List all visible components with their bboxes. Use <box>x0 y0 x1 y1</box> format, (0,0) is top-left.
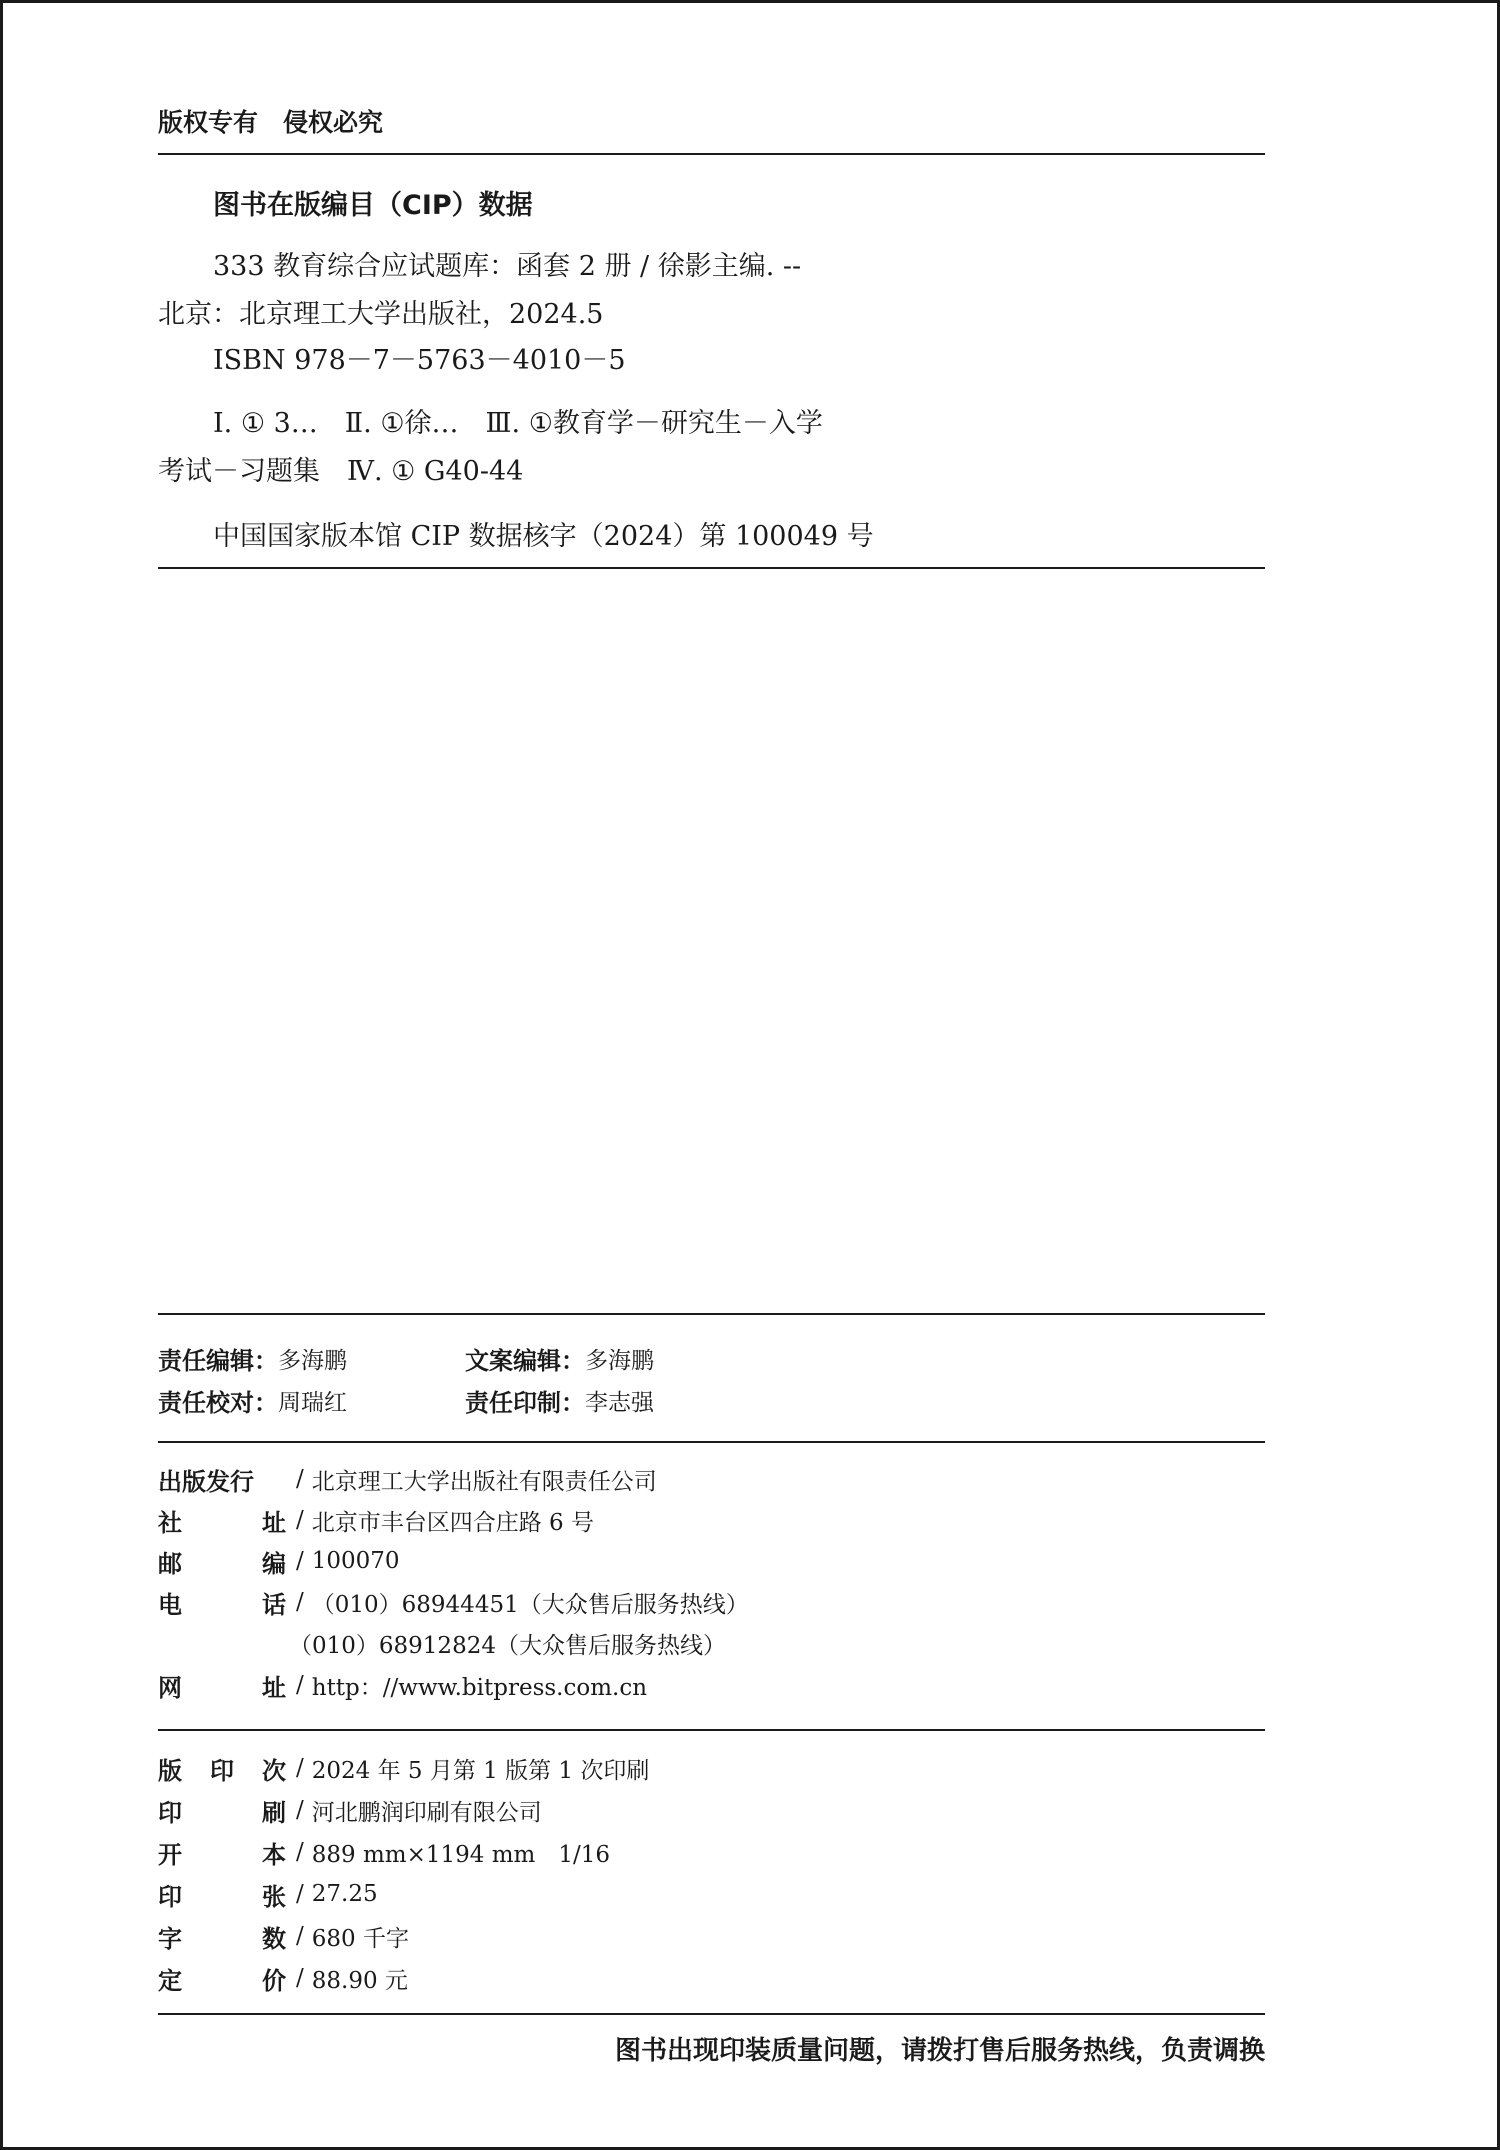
print-format-row: 开 本 / 889 mm×1194 mm 1/16 <box>158 1835 610 1869</box>
divider-credits-top <box>158 1313 1265 1315</box>
divider-top <box>158 153 1265 155</box>
row-label: 电 话 <box>158 1590 286 1619</box>
credit-label: 责任印制： <box>465 1388 585 1417</box>
credit-proofreader <box>158 1383 347 1417</box>
row-value: 680 千字 <box>311 1925 409 1952</box>
row-label: 社 址 <box>158 1508 286 1537</box>
row-value: 88.90 元 <box>311 1967 408 1994</box>
credit-value: 周瑞红 <box>278 1389 347 1416</box>
divider-bottom <box>158 2013 1265 2015</box>
quality-notice: 图书出现印装质量问题，请拨打售后服务热线，负责调换 <box>614 2036 1265 2066</box>
row-label: 出版发行 <box>158 1467 254 1496</box>
print-price-row: 定 价 / 88.90 元 <box>158 1961 408 1995</box>
copyright-notice: 版权专有 侵权必究 <box>158 108 384 137</box>
credit-print-manager <box>465 1383 654 1417</box>
publisher-issuer-row: 出版发行 / 北京理工大学出版社有限责任公司 <box>158 1462 657 1496</box>
publisher-address-row: 社 址 / 北京市丰台区四合庄路 6 号 <box>158 1503 594 1537</box>
print-sheets-row: 印 张 / 27.25 <box>158 1877 378 1911</box>
credit-value: 多海鹏 <box>585 1347 654 1374</box>
divider-cip-bottom <box>158 567 1265 569</box>
row-value: 北京市丰台区四合庄路 6 号 <box>311 1509 595 1536</box>
divider-publisher-top <box>158 1441 1265 1443</box>
publisher-postcode-row: 邮 编 / 100070 <box>158 1544 400 1578</box>
credit-label: 责任校对： <box>158 1388 278 1417</box>
row-value: 北京理工大学出版社有限责任公司 <box>311 1468 657 1495</box>
row-value: 河北鹏润印刷有限公司 <box>311 1799 542 1826</box>
row-label: 定 价 <box>158 1966 286 1995</box>
cip-line-title: 333 教育综合应试题库：函套 2 册 / 徐影主编. -- <box>213 251 802 282</box>
row-value: 889 mm×1194 mm 1/16 <box>311 1841 610 1868</box>
cip-archive-number: 中国国家版本馆 CIP 数据核字（2024）第 100049 号 <box>213 521 874 552</box>
cip-title: 图书在版编目（CIP）数据 <box>213 190 533 221</box>
row-label: 版 印 次 <box>158 1756 286 1785</box>
credit-label: 文案编辑： <box>465 1346 585 1375</box>
publisher-phone-row-2 <box>289 1626 726 1660</box>
credit-value: 多海鹏 <box>278 1347 347 1374</box>
row-label: 字 数 <box>158 1924 286 1953</box>
publisher-phone-row: 电 话 / （010）68944451（大众售后服务热线） <box>158 1585 749 1619</box>
publisher-website-link[interactable]: http：//www.bitpress.com.cn <box>311 1674 648 1701</box>
cip-line-publisher: 北京：北京理工大学出版社，2024.5 <box>158 299 604 330</box>
row-value: 100070 <box>311 1548 400 1574</box>
row-label: 印 张 <box>158 1882 286 1911</box>
row-label: 网 址 <box>158 1673 286 1702</box>
credit-copy-editor <box>465 1341 654 1375</box>
row-label: 邮 编 <box>158 1549 286 1578</box>
credit-value: 李志强 <box>585 1389 654 1416</box>
print-edition-row: 版 印 次 / 2024 年 5 月第 1 版第 1 次印刷 <box>158 1751 649 1785</box>
credit-label: 责任编辑： <box>158 1346 278 1375</box>
row-label: 开 本 <box>158 1840 286 1869</box>
cip-isbn: ISBN 978－7－5763－4010－5 <box>213 345 626 376</box>
row-value: 2024 年 5 月第 1 版第 1 次印刷 <box>311 1757 650 1784</box>
row-value: （010）68944451（大众售后服务热线） <box>311 1591 749 1618</box>
cip-classification-2: 考试－习题集 Ⅳ. ① G40-44 <box>158 456 524 487</box>
row-label: 印 刷 <box>158 1798 286 1827</box>
print-printer-row: 印 刷 / 河北鹏润印刷有限公司 <box>158 1793 542 1827</box>
divider-print-top <box>158 1729 1265 1731</box>
row-value: 27.25 <box>311 1881 378 1907</box>
row-value: （010）68912824（大众售后服务热线） <box>289 1632 726 1659</box>
cip-classification-1: Ⅰ. ① 3… Ⅱ. ①徐… Ⅲ. ①教育学－研究生－入学 <box>213 408 823 439</box>
publisher-web-row: 网 址 / http：//www.bitpress.com.cn <box>158 1668 647 1702</box>
print-words-row: 字 数 / 680 千字 <box>158 1919 409 1953</box>
credit-editor <box>158 1341 347 1375</box>
